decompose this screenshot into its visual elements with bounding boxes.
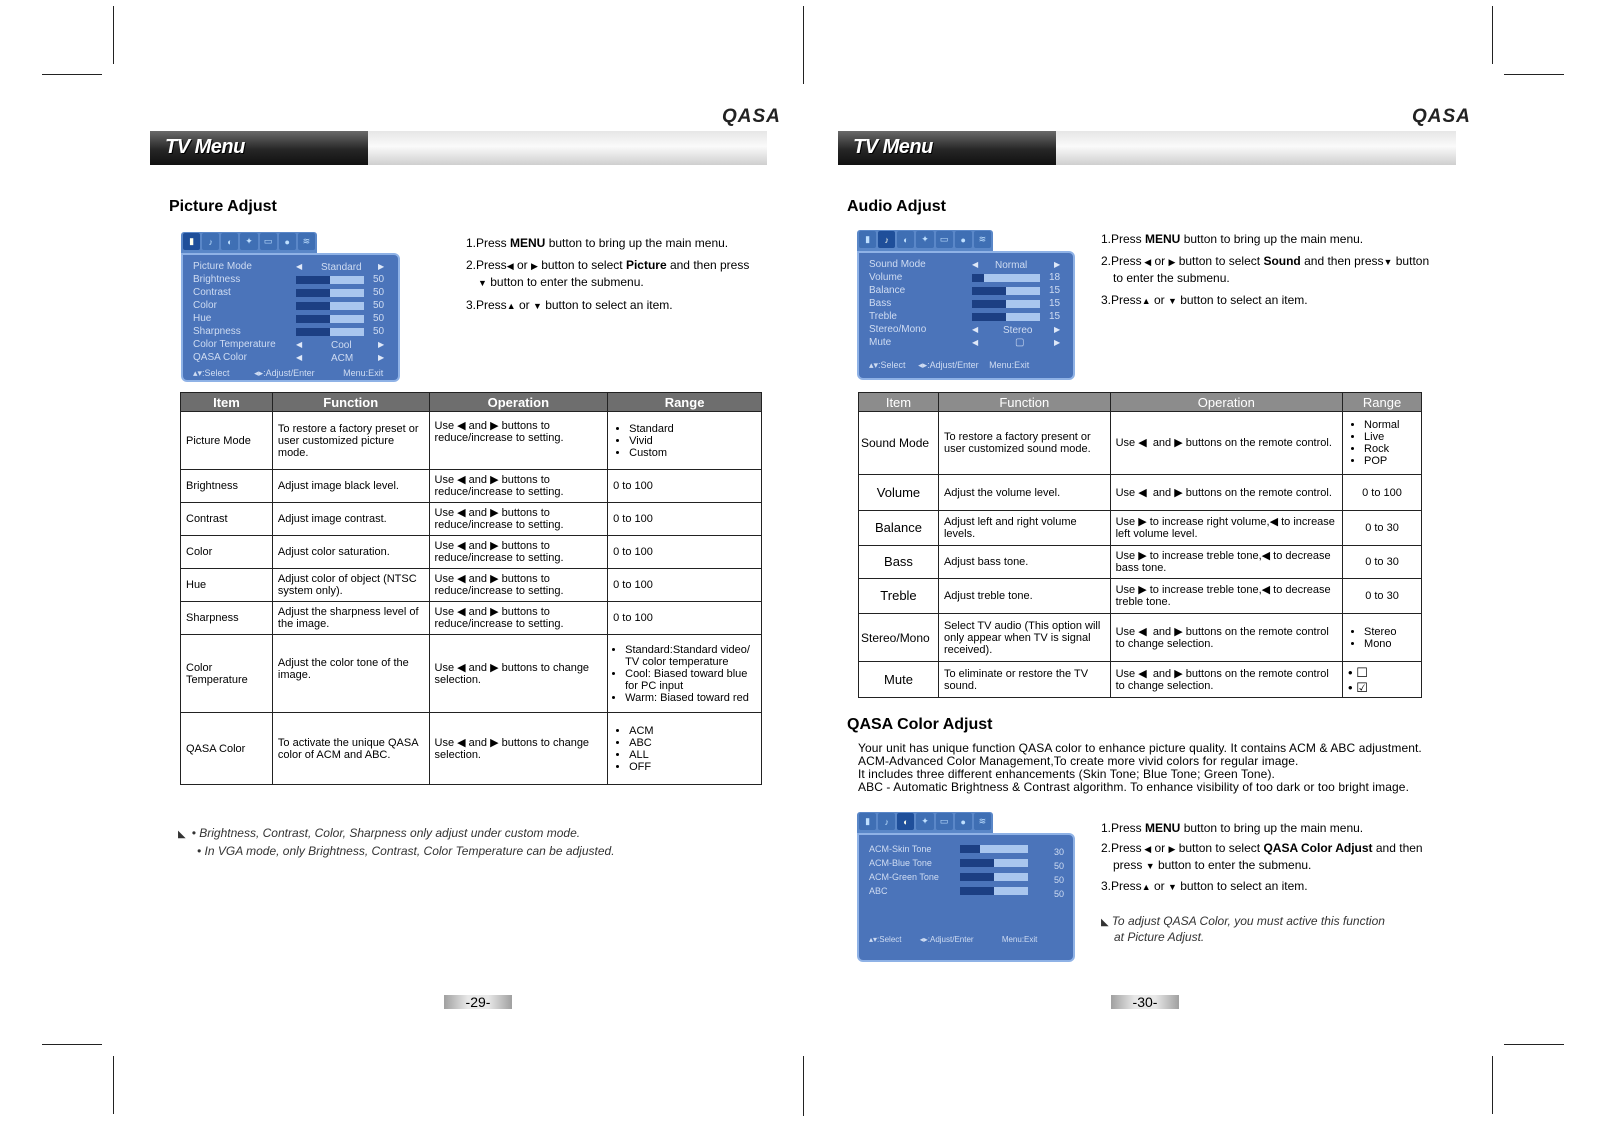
brand-logo: QASA bbox=[1412, 106, 1471, 127]
osd-label: Treble bbox=[869, 311, 897, 322]
table-row: Treble Adjust treble tone. Use ▶ to increase treble tone,◀ to decrease treble tone. 0 to 30 bbox=[859, 579, 1422, 614]
picture-settings-table bbox=[180, 392, 762, 785]
picture-steps: 1.Press MENU button to bring up the main menu. 2.Press◀ or ▶ button to select Picture and then press ▼ button to enter the submenu. 3.Press▲ or ▼ button to select an item. bbox=[466, 236, 750, 312]
table-header: Item bbox=[181, 393, 273, 412]
sound-tab-icon: ♪ bbox=[878, 231, 895, 248]
osd-label: Bass bbox=[869, 298, 892, 309]
table-row: Brightness Adjust image black level. Use ◀ and ▶ buttons to reduce/increase to setting. 0 to 100 bbox=[181, 470, 762, 503]
left-arrow-icon: ◀ bbox=[972, 260, 979, 269]
table-row: Color Adjust color saturation. Use ◀ and ▶ buttons to reduce/increase to setting. 0 to 100 bbox=[181, 536, 762, 569]
osd-value: 18 bbox=[1049, 272, 1061, 283]
osd-label: ABC bbox=[869, 886, 888, 896]
table-row: Sound Mode To restore a factory present or user customized sound mode. Use ◀ and ▶ buttons on the remote control. • Normal • Live • Rock • POP bbox=[859, 412, 1422, 475]
hue-level-bar bbox=[296, 315, 364, 323]
channel-tab-icon: ✦ bbox=[916, 813, 933, 830]
table-header: Range bbox=[608, 393, 762, 412]
osd-footer: ▴▾:Select ◂▸:Adjust/Enter Menu:Exit bbox=[869, 935, 1038, 944]
table-row: Volume Adjust the volume level. Use ◀ and ▶ buttons on the remote control. 0 to 100 bbox=[859, 475, 1422, 511]
left-arrow-icon: ◀ bbox=[1141, 257, 1152, 267]
table-row: QASA Color To activate the unique QASA color of ACM and ABC. Use ◀ and ▶ buttons to change selection. • ACM • ABC • ALL • OFF bbox=[181, 713, 762, 785]
osd-label: Color Temperature bbox=[193, 339, 276, 350]
osd-value: 15 bbox=[1049, 298, 1061, 309]
down-arrow-icon: ▼ bbox=[1167, 882, 1177, 892]
select-hint-icon: ▴▾ bbox=[869, 935, 878, 944]
setup-tab-icon: ≋ bbox=[298, 233, 315, 250]
down-arrow-icon: ▼ bbox=[1383, 257, 1393, 267]
osd-value: Cool bbox=[331, 340, 352, 351]
crop-mark bbox=[1492, 1056, 1493, 1114]
table-row: Sharpness Adjust the sharpness level of the image. Use ◀ and ▶ buttons to reduce/increase to setting. 0 to 100 bbox=[181, 602, 762, 635]
table-header: Range bbox=[1343, 393, 1422, 412]
balance-level-bar bbox=[972, 287, 1040, 295]
section-title-qasa-color-adjust: QASA Color Adjust bbox=[847, 716, 993, 733]
table-header: Function bbox=[938, 393, 1110, 412]
crop-mark bbox=[42, 74, 102, 75]
right-arrow-icon: ▶ bbox=[530, 261, 538, 271]
osd-label: ACM-Green Tone bbox=[869, 872, 939, 882]
up-arrow-icon: ▲ bbox=[506, 301, 516, 311]
osd-label: Picture Mode bbox=[193, 261, 252, 272]
setup-tab-icon: ≋ bbox=[974, 813, 991, 830]
contrast-level-bar bbox=[296, 289, 364, 297]
channel-tab-icon: ✦ bbox=[240, 233, 257, 250]
table-row: Mute To eliminate or restore the TV sound. Use ◀ and ▶ buttons on the remote control to change selection. • ☐ • ☑ bbox=[859, 662, 1422, 698]
audio-settings-table bbox=[858, 392, 1422, 698]
table-header: Item bbox=[859, 393, 939, 412]
right-arrow-icon: ▶ bbox=[378, 340, 385, 349]
down-arrow-icon: ▼ bbox=[1167, 296, 1177, 306]
osd-label: Brightness bbox=[193, 274, 241, 285]
osd-value: ACM bbox=[331, 353, 354, 364]
osd-label: QASA Color bbox=[193, 352, 247, 363]
osd-label: ACM-Blue Tone bbox=[869, 858, 932, 868]
right-arrow-icon: ▶ bbox=[1168, 844, 1176, 854]
crop-mark bbox=[113, 6, 114, 64]
page-number: -30- bbox=[1111, 995, 1179, 1009]
osd-footer: ▴▾:Select ◂▸:Adjust/Enter Menu:Exit bbox=[193, 368, 384, 378]
right-arrow-icon: ▶ bbox=[1054, 325, 1061, 334]
audio-osd-menu bbox=[857, 230, 1075, 380]
page-number: -29- bbox=[444, 995, 512, 1009]
left-arrow-icon: ◀ bbox=[1141, 844, 1152, 854]
channel-tab-icon: ✦ bbox=[916, 231, 933, 248]
treble-level-bar bbox=[972, 313, 1040, 321]
osd-value: 30 bbox=[1054, 847, 1065, 857]
table-row: Hue Adjust color of object (NTSC system only). Use ◀ and ▶ buttons to reduce/increase to setting. 0 to 100 bbox=[181, 569, 762, 602]
osd-value: 15 bbox=[1049, 285, 1061, 296]
osd-panel bbox=[857, 833, 1075, 962]
osd-value: Standard bbox=[321, 262, 362, 273]
osd-value: 50 bbox=[373, 326, 385, 337]
header-bar bbox=[838, 131, 1456, 165]
table-header: Operation bbox=[1110, 393, 1342, 412]
table-row: Bass Adjust bass tone. Use ▶ to increase treble tone,◀ to decrease bass tone. 0 to 30 bbox=[859, 546, 1422, 579]
osd-value: 50 bbox=[1054, 875, 1065, 885]
unchecked-box-icon: ☐ bbox=[1356, 664, 1368, 680]
osd-tab-bar bbox=[857, 812, 993, 833]
brightness-level-bar bbox=[296, 276, 364, 284]
right-arrow-icon: ▶ bbox=[1054, 338, 1061, 347]
right-arrow-icon: ▶ bbox=[1054, 260, 1061, 269]
color-tab-icon: ◐ bbox=[897, 231, 914, 248]
qasa-color-description: Your unit has unique function QASA color to enhance picture quality. It contains ACM & ABC adjustment. ACM-Advanced Color Management,To create more vivid colors for regular image. It includes three different enhancements (Skin Tone; Blue Tone; Green Tone). ABC - Automatic Brightness & Contrast algorithm. To enhance visibility of too dark or too bright image. bbox=[858, 741, 1422, 794]
osd-label: Contrast bbox=[193, 287, 231, 298]
left-arrow-icon: ◀ bbox=[506, 261, 514, 271]
abc-level-bar bbox=[960, 887, 1028, 895]
table-row: Picture Mode To restore a factory preset or user customized picture mode. Use ◀ and ▶ buttons to reduce/increase to setting. • Standard • Vivid • Custom bbox=[181, 412, 762, 470]
left-arrow-icon: ◀ bbox=[972, 338, 979, 347]
select-hint-icon: ▴▾ bbox=[869, 360, 879, 370]
picture-notes: ◣ • Brightness, Contrast, Color, Sharpness only adjust under custom mode. • In VGA mode, only Brightness, Contrast, Color Temperature can be adjusted. bbox=[178, 826, 615, 858]
osd-label: Balance bbox=[869, 285, 906, 296]
picture-osd-menu bbox=[181, 232, 400, 382]
sound-tab-icon: ♪ bbox=[202, 233, 219, 250]
down-arrow-icon: ▼ bbox=[532, 301, 542, 311]
up-arrow-icon: ▲ bbox=[1141, 296, 1151, 306]
right-arrow-icon: ▶ bbox=[378, 262, 385, 271]
osd-tab-bar bbox=[181, 232, 317, 253]
picture-tab-icon: ▮ bbox=[859, 231, 876, 248]
osd-label: Color bbox=[193, 300, 217, 311]
osd-label: ACM-Skin Tone bbox=[869, 844, 932, 854]
osd-panel bbox=[857, 251, 1075, 380]
time-tab-icon: ● bbox=[279, 233, 296, 250]
osd-value: 15 bbox=[1049, 311, 1061, 322]
time-tab-icon: ● bbox=[955, 813, 972, 830]
table-row: Stereo/Mono Select TV audio (This option will only appear when TV is signal received). Use ◀ and ▶ buttons on the remote control to change selection. • Stereo • Mono bbox=[859, 614, 1422, 662]
osd-label: Volume bbox=[869, 272, 903, 283]
brand-logo: QASA bbox=[722, 106, 781, 127]
header-title: TV Menu bbox=[165, 136, 245, 158]
bass-level-bar bbox=[972, 300, 1040, 308]
left-arrow-icon: ◀ bbox=[296, 353, 303, 362]
crop-mark bbox=[803, 6, 804, 84]
osd-panel bbox=[181, 253, 400, 382]
select-hint-icon: ▴▾ bbox=[193, 368, 203, 378]
osd-value: 50 bbox=[1054, 861, 1065, 871]
note-flag-icon: ◣ bbox=[1101, 917, 1109, 928]
note-flag-icon: ◣ bbox=[178, 829, 186, 840]
osd-footer: ▴▾:Select ◂▸:Adjust/Enter Menu:Exit bbox=[869, 360, 1030, 370]
osd-label: Mute bbox=[869, 337, 892, 348]
right-arrow-icon: ▶ bbox=[378, 353, 385, 362]
color-level-bar bbox=[296, 302, 364, 310]
audio-steps: 1.Press MENU button to bring up the main menu. 2.Press ◀ or ▶ button to select Sound and then press▼ button to enter the submenu. 3.Press▲ or ▼ button to select an item. bbox=[1101, 232, 1430, 307]
crop-mark bbox=[803, 1056, 804, 1116]
green-tone-level-bar bbox=[960, 873, 1028, 881]
skin-tone-level-bar bbox=[960, 845, 1028, 853]
sound-tab-icon: ♪ bbox=[878, 813, 895, 830]
table-header: Function bbox=[272, 393, 429, 412]
crop-mark bbox=[1504, 1044, 1564, 1045]
osd-value: 50 bbox=[373, 287, 385, 298]
mute-checkbox-icon: ▢ bbox=[1015, 337, 1025, 348]
adjust-hint-icon: ◂▸ bbox=[254, 368, 264, 378]
screen-tab-icon: ▭ bbox=[260, 233, 277, 250]
osd-value: Normal bbox=[995, 260, 1028, 271]
setup-tab-icon: ≋ bbox=[974, 231, 991, 248]
osd-value: Stereo bbox=[1003, 325, 1033, 336]
osd-value: 50 bbox=[373, 300, 385, 311]
up-arrow-icon: ▲ bbox=[1141, 882, 1151, 892]
qasa-color-steps: 1.Press MENU button to bring up the main menu. 2.Press ◀ or ▶ button to select QASA Color Adjust and then press ▼ button to enter the submenu. 3.Press▲ or ▼ button to select an item. bbox=[1101, 821, 1423, 893]
osd-label: Sound Mode bbox=[869, 259, 926, 270]
screen-tab-icon: ▭ bbox=[936, 813, 953, 830]
osd-label: Sharpness bbox=[193, 326, 241, 337]
color-tab-icon: ◐ bbox=[897, 813, 914, 830]
blue-tone-level-bar bbox=[960, 859, 1028, 867]
volume-level-bar bbox=[972, 274, 1040, 282]
down-arrow-icon: ▼ bbox=[1145, 861, 1155, 871]
header-title: TV Menu bbox=[853, 136, 933, 158]
osd-tab-bar bbox=[857, 230, 993, 251]
left-arrow-icon: ◀ bbox=[296, 262, 303, 271]
qasa-color-osd-menu bbox=[857, 812, 1075, 962]
crop-mark bbox=[42, 1044, 102, 1045]
qasa-color-note: ◣ To adjust QASA Color, you must active this function at Picture Adjust. bbox=[1101, 914, 1385, 944]
section-title-picture-adjust: Picture Adjust bbox=[169, 198, 277, 215]
osd-value: 50 bbox=[373, 274, 385, 285]
osd-value: 50 bbox=[1054, 889, 1065, 899]
header-bar bbox=[150, 131, 767, 165]
left-arrow-icon: ◀ bbox=[296, 340, 303, 349]
crop-mark bbox=[1504, 74, 1564, 75]
left-arrow-icon: ◀ bbox=[972, 325, 979, 334]
table-row: Color Temperature Adjust the color tone of the image. Use ◀ and ▶ buttons to change selection. • Standard:Standard video/ TV color temperature • Cool: Biased toward blue for PC input • Warm: Biased toward red bbox=[181, 635, 762, 713]
color-tab-icon: ◐ bbox=[221, 233, 238, 250]
time-tab-icon: ● bbox=[955, 231, 972, 248]
table-row: Balance Adjust left and right volume levels. Use ▶ to increase right volume,◀ to increase left volume level. 0 to 30 bbox=[859, 511, 1422, 546]
right-arrow-icon: ▶ bbox=[1168, 257, 1176, 267]
table-header: Operation bbox=[429, 393, 608, 412]
section-title-audio-adjust: Audio Adjust bbox=[847, 198, 946, 215]
table-row: Contrast Adjust image contrast. Use ◀ and ▶ buttons to reduce/increase to setting. 0 to 100 bbox=[181, 503, 762, 536]
osd-label: Stereo/Mono bbox=[869, 324, 927, 335]
checked-box-icon: ☑ bbox=[1356, 679, 1368, 695]
down-arrow-icon: ▼ bbox=[478, 278, 487, 288]
osd-value: 50 bbox=[373, 313, 385, 324]
crop-mark bbox=[1492, 6, 1493, 64]
screen-tab-icon: ▭ bbox=[936, 231, 953, 248]
picture-tab-icon: ▮ bbox=[183, 233, 200, 250]
osd-label: Hue bbox=[193, 313, 212, 324]
adjust-hint-icon: ◂▸ bbox=[918, 360, 928, 370]
picture-tab-icon: ▮ bbox=[859, 813, 876, 830]
crop-mark bbox=[113, 1056, 114, 1114]
sharpness-level-bar bbox=[296, 328, 364, 336]
adjust-hint-icon: ◂▸ bbox=[919, 935, 928, 944]
